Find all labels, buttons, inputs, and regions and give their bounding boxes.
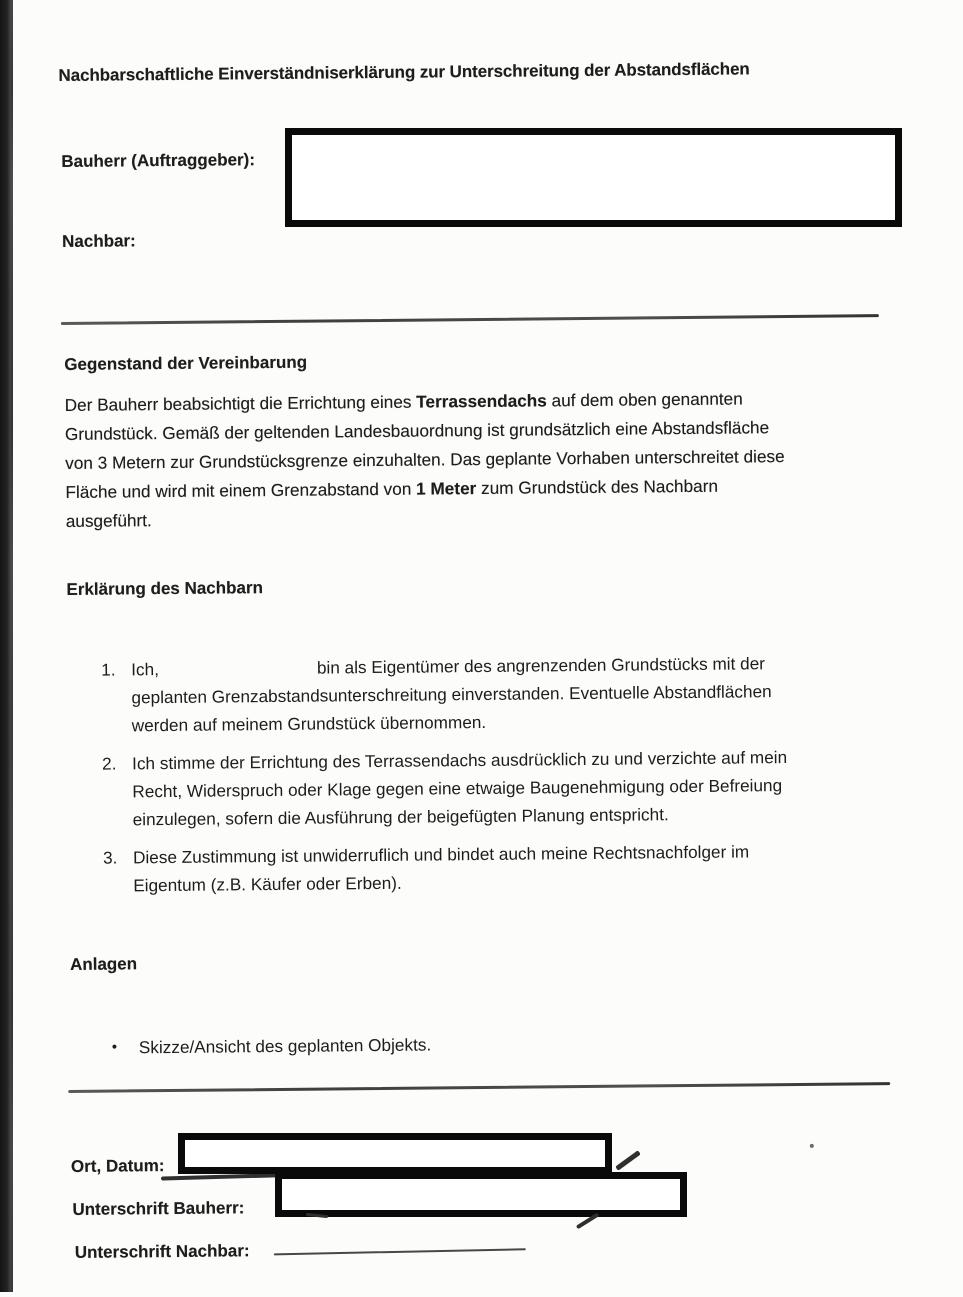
list-item-1-text: Ich, bin als Eigentümer des angrenzenden Grundstücks mit der geplanten Grenzabstandsunterschreitung einverstanden. Eventuelle Abstandflächen werden auf meinem Grundstück übernommen. (131, 653, 772, 736)
list-item-2-text: Ich stimme der Errichtung des Terrassendachs ausdrücklich zu und verzichte auf mein Recht, Widerspruch oder Klage gegen eine etwaige Baugenehmigung oder Befreiung einzulegen, sofern die Ausführung der beigefügten Planung entspricht. (132, 747, 788, 830)
anlagen-bullet-text: Skizze/Ansicht des geplanten Objekts. (138, 1034, 432, 1058)
unterschrift-nachbar-line (274, 1248, 526, 1255)
scanner-edge-artifact (0, 0, 13, 1292)
section-divider-bottom (68, 1082, 890, 1093)
list-item-1-number: 1. (101, 659, 116, 680)
unterschrift-bauherr-redaction-box (275, 1172, 687, 1217)
ort-datum-label: Ort, Datum: (70, 1156, 165, 1176)
list-item-2-number: 2. (102, 753, 117, 774)
document-title: Nachbarschaftliche Einverständniserklärung zur Unterschreitung der Abstandsflächen (58, 59, 750, 86)
list-item-3-number: 3. (102, 847, 118, 868)
bauherr-redaction-box (285, 128, 902, 227)
ink-speck (810, 1144, 814, 1148)
nachbar-label: Nachbar: (62, 231, 136, 252)
list-item-3 (103, 837, 750, 899)
bauherr-label: Bauherr (Auftraggeber): (61, 150, 256, 172)
bullet-dot-icon: • (111, 1038, 118, 1056)
unterschrift-nachbar-label: Unterschrift Nachbar: (74, 1241, 250, 1262)
list-item-2 (102, 743, 788, 834)
list-item-3-text: Diese Zustimmung ist unwiderruflich und bindet auch meine Rechtsnachfolger im Eigentum (z.B. Käufer oder Erben). (132, 841, 750, 896)
gegenstand-heading: Gegenstand der Vereinbarung (64, 352, 308, 374)
unterschrift-bauherr-label: Unterschrift Bauherr: (72, 1198, 245, 1219)
erklaerung-heading: Erklärung des Nachbarn (66, 578, 264, 599)
section-divider-top (61, 314, 879, 325)
gegenstand-paragraph: Der Bauherr beabsichtigt die Errichtung eines Terrassendachs auf dem oben genannten Grundstück. Gemäß der geltenden Landesbauordnung ist grundsätzlich eine Abstandsfläche von 3 Metern zur Grundstücksgrenze einzuhalten. Das geplante Vorhaben unterschreitet diese Fläche und wird mit einem Grenzabstand von 1 Meter zum Grundstück des Nachbarn ausgeführt. (64, 388, 785, 531)
anlagen-heading: Anlagen (69, 954, 138, 974)
list-item-1 (101, 649, 772, 739)
ort-datum-redaction-box (178, 1133, 612, 1174)
anlagen-bullet-item (112, 1033, 432, 1060)
